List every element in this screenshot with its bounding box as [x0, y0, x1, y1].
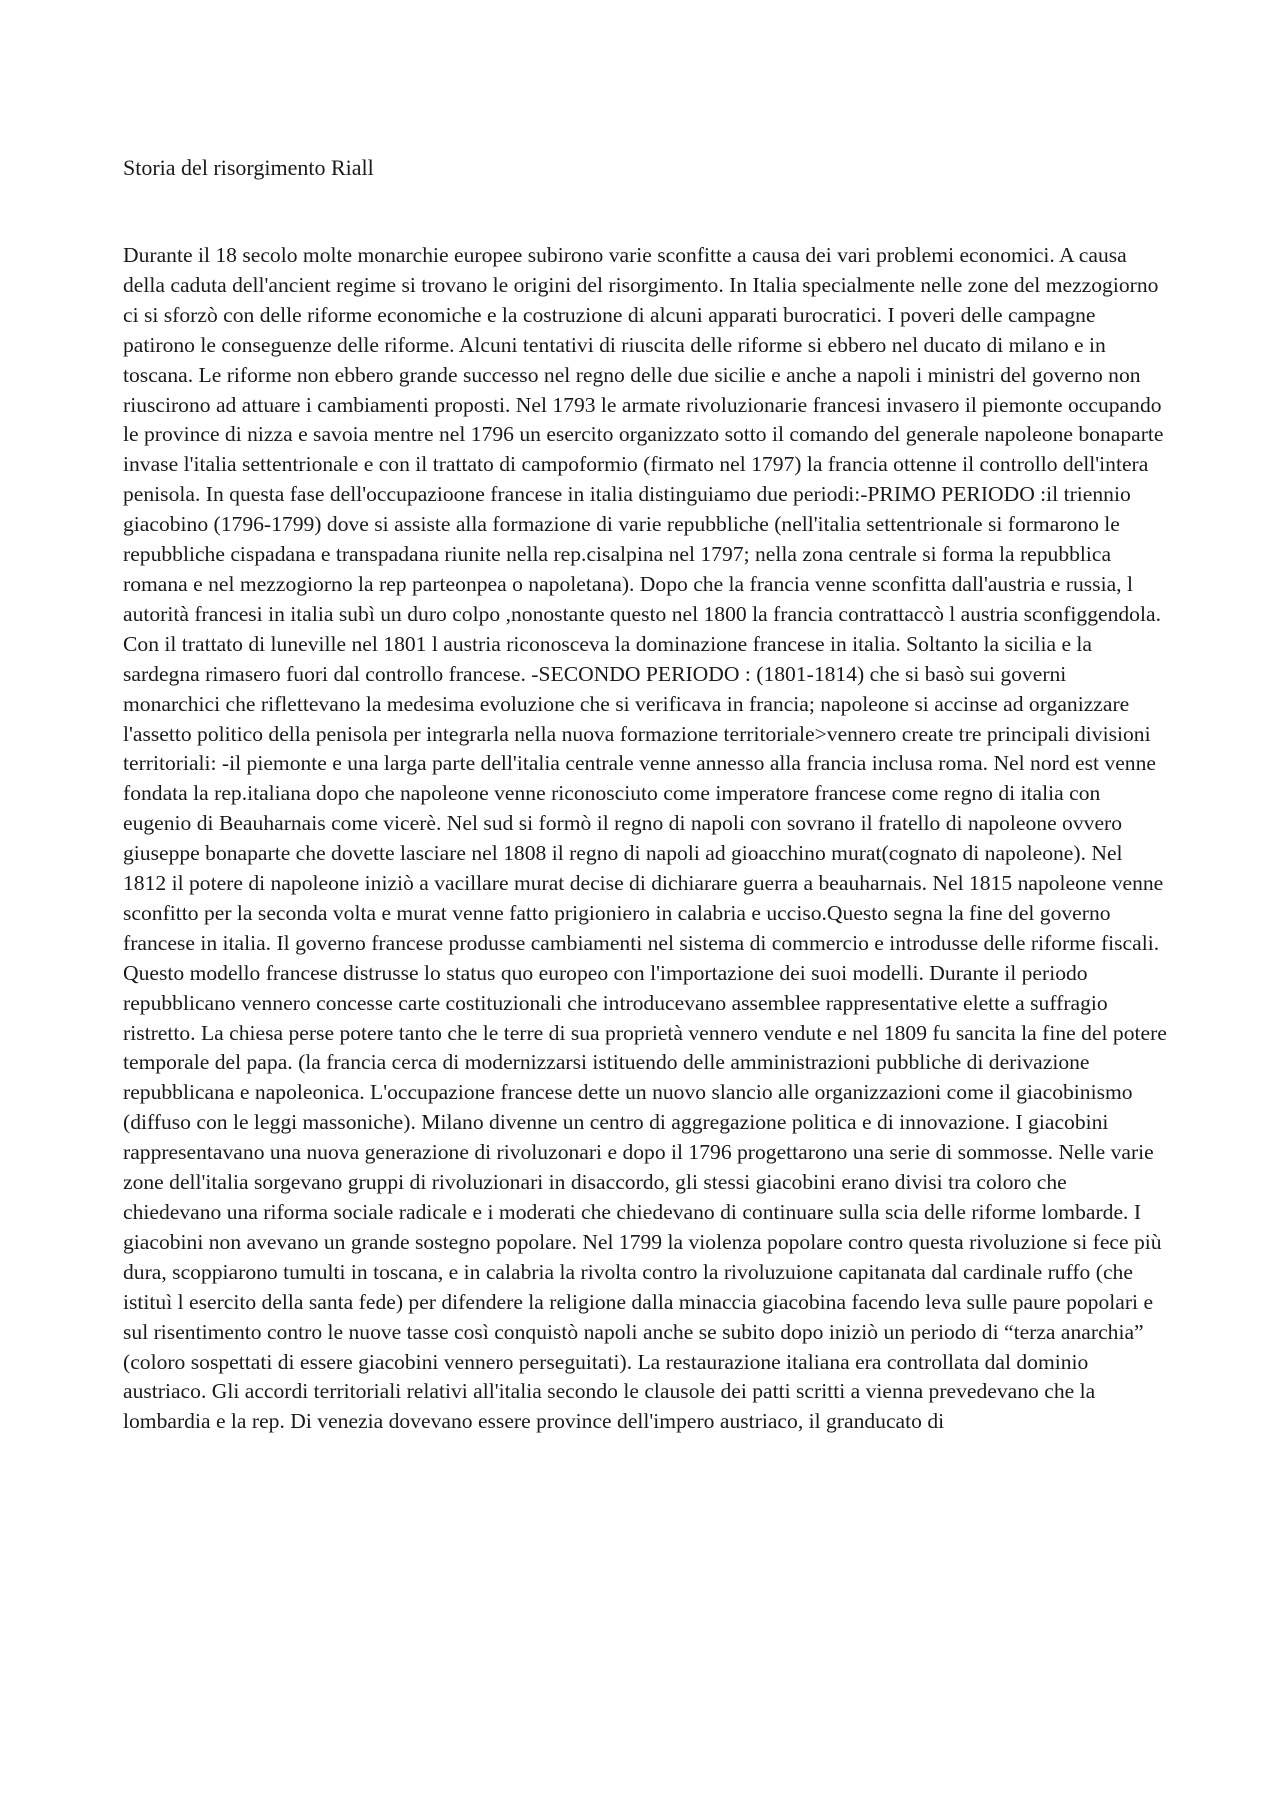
document-body-paragraph: Durante il 18 secolo molte monarchie europee subirono varie sconfitte a causa dei vari problemi economici. A causa della caduta dell'ancient regime si trovano le origini del risorgimento. In Italia specialmente nelle zone del mezzogiorno ci si sforzò con delle riforme economiche e la costruzione di alcuni apparati burocratici. I poveri delle campagne patirono le conseguenze delle riforme. Alcuni tentativi di riuscita delle riforme si ebbero nel ducato di milano e in toscana. Le riforme non ebbero grande successo nel regno delle due sicilie e anche a napoli i ministri del governo non riuscirono ad attuare i cambiamenti proposti. Nel 1793 le armate rivoluzionarie francesi invasero il piemonte occupando le province di nizza e savoia mentre nel 1796 un esercito organizzato sotto il comando del generale napoleone bonaparte invase l'italia settentrionale e con il trattato di campoformio (firmato nel 1797) la francia ottenne il controllo dell'intera penisola. In questa fase dell'occupazioone francese in italia distinguiamo due periodi:-PRIMO PERIODO :il triennio giacobino (1796-1799) dove si assiste alla formazione di varie repubbliche (nell'italia settentrionale si formarono le repubbliche cispadana e transpadana riunite nella rep.cisalpina nel 1797; nella zona centrale si forma la repubblica romana e nel mezzogiorno la rep parteonpea o napoletana). Dopo che la francia venne sconfitta dall'austria e russia, l autorità francesi in italia subì un duro colpo ,nonostante questo nel 1800 la francia contrattaccò l austria sconfiggendola. Con il trattato di luneville nel 1801 l austria riconosceva la dominazione francese in italia. Soltanto la sicilia e la sardegna rimasero fuori dal controllo francese. -SECONDO PERIODO : (1801-1814) che si basò sui governi monarchici che riflettevano la medesima evoluzione che si verificava in francia; napoleone si accinse ad organizzare l'assetto politico della penisola per integrarla nella nuova formazione territoriale>vennero create tre principali divisioni territoriali: -il piemonte e una larga parte dell'italia centrale venne annesso alla francia inclusa roma. Nel nord est venne fondata la rep.italiana dopo che napoleone venne riconosciuto come imperatore francese come regno di italia con eugenio di Beauharnais come vicerè. Nel sud si formò il regno di napoli con sovrano il fratello di napoleone ovvero giuseppe bonaparte che dovette lasciare nel 1808 il regno di napoli ad gioacchino murat(cognato di napoleone). Nel 1812 il potere di napoleone iniziò a vacillare murat decise di dichiarare guerra a beauharnais. Nel 1815 napoleone venne sconfitto per la seconda volta e murat venne fatto prigioniero in calabria e ucciso.Questo segna la fine del governo francese in italia. Il governo francese produsse cambiamenti nel sistema di commercio e introdusse delle riforme fiscali. Questo modello francese distrusse lo status quo europeo con l'importazione dei suoi modelli. Durante il periodo repubblicano vennero concesse carte costituzionali che introducevano assemblee rappresentative elette a suffragio ristretto. La chiesa perse potere tanto che le terre di sua proprietà vennero vendute e nel 1809 fu sancita la fine del potere temporale del papa. (la francia cerca di modernizzarsi istituendo delle amministrazioni pubbliche di derivazione repubblicana e napoleonica. L'occupazione francese dette un nuovo slancio alle organizzazioni come il giacobinismo (diffuso con le leggi massoniche). Milano divenne un centro di aggregazione politica e di innovazione. I giacobini rappresentavano una nuova generazione di rivoluzonari e dopo il 1796 progettarono una serie di sommosse. Nelle varie zone dell'italia sorgevano gruppi di rivoluzionari in disaccordo, gli stessi giacobini erano divisi tra coloro che chiedevano una riforma sociale radicale e i moderati che chiedevano di continuare sulla scia delle riforme lombarde. I giacobini non avevano un grande sostegno popolare. Nel 1799 la violenza popolare contro questa rivoluzione si fece più dura, scoppiarono tumulti in toscana, e in calabria la rivolta contro la rivoluzuione capitanata dal cardinale ruffo (che istituì l esercito della santa fede) per difendere la religione dalla minaccia giacobina facendo leva sulle paure popolari e sul risentimento contro le nuove tasse così conquistò napoli anche se subito dopo iniziò un periodo di “terza anarchia” (coloro sospettati di essere giacobini vennero perseguitati). La restaurazione italiana era controllata dal dominio austriaco. Gli accordi territoriali relativi all'italia secondo le clausole dei patti scritti a vienna prevedevano che la lombardia e la rep. Di venezia dovevano essere province dell'impero austriaco, il granducato di	[123, 243, 1167, 1434]
document-title: Storia del risorgimento Riall	[123, 155, 374, 180]
